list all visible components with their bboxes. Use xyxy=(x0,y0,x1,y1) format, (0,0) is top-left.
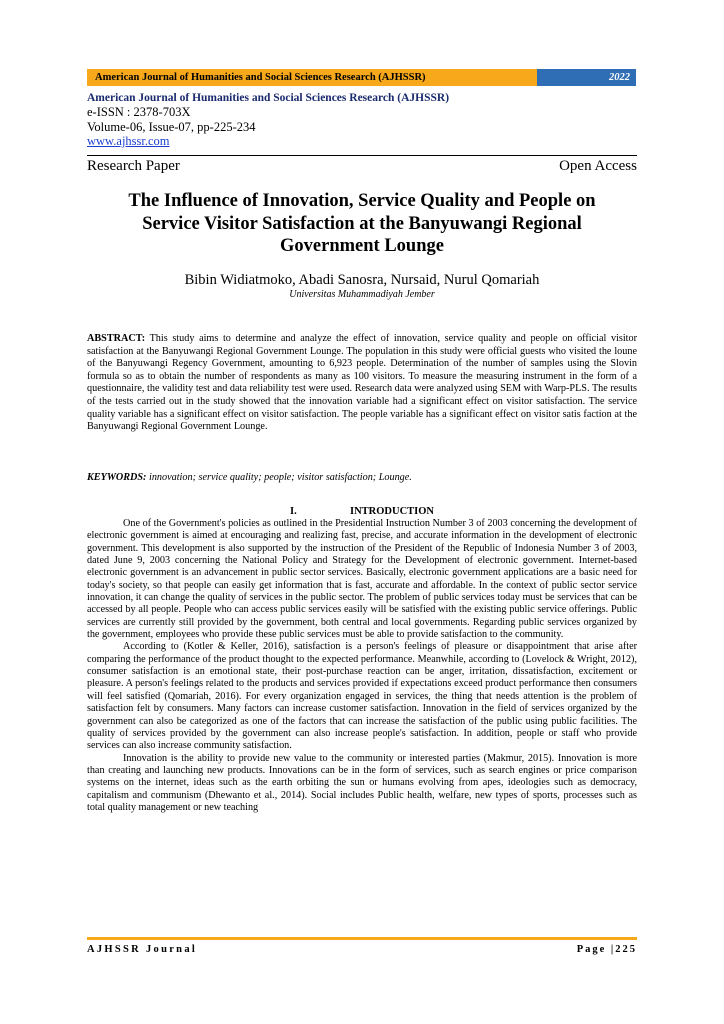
abstract-text: This study aims to determine and analyze the effect of innovation, service quality and people on official visitor satisfaction at the Banyuwangi Regional Government Lounge. The population in this study were official guests who visited the loune of the Banyuwangi Regency Government, amounting to 6,923 people. Determination of the number of samples using the Slovin formula so as to obtain the number of respondents as many as 100 visitors. To measure the measuring instrument in the form of a questionnaire, the validity test and data reliability test were used. Research data were analyzed using SEM with Warp-PLS. The results of the tests carried out in the study showed that the innovation variable had a significant effect on visitor satisfaction. The service quality variable has a significant effect on visitor satisfaction. The people variable has a significant effect on visitor satis faction at the Banyuwangi Regional Government Lounge. xyxy=(87,333,637,433)
affiliation: Universitas Muhammadiyah Jember xyxy=(289,289,435,300)
paper-title: The Influence of Innovation, Service Quality and People on Service Visitor Satisfaction at the Banyuwangi Regional Government Lounge xyxy=(128,191,596,256)
paper-type-row xyxy=(87,155,637,175)
paper-type-label: Research Paper xyxy=(87,158,180,174)
open-access-label: Open Access xyxy=(559,158,637,174)
keywords xyxy=(87,472,637,485)
paragraph: Innovation is the ability to provide new value to the community or interested parties (Makmur, 2015). Innovation is more than creating and launching new products. Innovations can be in the form of services, such as search engines or price comparison systems on the internet, ideas such as the earth orbiting the sun or humans evolving from apes, ideologies such as democracy, capitalism and communism (Dhewanto et al., 2014). Social includes Public health, welfare, new types of sports, processes such as total quality management or new teaching xyxy=(87,752,637,813)
paragraph: According to (Kotler & Keller, 2016), satisfaction is a person's feelings of pleasure or disappointment that arise after comparing the performance of the product thought to the expected performance. Meanwhile, according to (Lovelock & Wright, 2012), consumer satisfaction is an emotional state, their post-purchase reaction can be anger, irritation, dissatisfaction, excitement or pleasure. A person's feelings related to the products and services provided if expectations exceed product performance then consumers will feel satisfied (Qomariah, 2016). For every organization engaged in services, the thing that needs attention is the problem of satisfaction felt by consumers. Many factors can increase customer satisfaction. Innovation in the field of services organized by the government can also be categorized as one of the factors that can increase the satisfaction of the public using public facilities. The quality of services provided by the government can also increase people's satisfaction. In addition, people or staff who provide services can also increase community satisfaction. xyxy=(87,641,637,752)
journal-url-link[interactable]: www.ajhssr.com xyxy=(87,134,170,148)
eissn: e-ISSN : 2378-703X xyxy=(87,105,191,119)
footer-journal: AJHSSR Journal xyxy=(87,944,198,955)
keywords-text: innovation; service quality; people; visitor satisfaction; Lounge. xyxy=(146,472,412,483)
volume-info: Volume-06, Issue-07, pp-225-234 xyxy=(87,119,256,134)
section-title: INTRODUCTION xyxy=(349,506,434,517)
header-year: 2022 xyxy=(537,69,636,86)
abstract-label: ABSTRACT: xyxy=(87,333,146,344)
authors: Bibin Widiatmoko, Abadi Sanosra, Nursaid, Nurul Qomariah xyxy=(184,272,540,288)
journal-meta xyxy=(87,91,637,149)
page-footer xyxy=(87,944,637,955)
paragraph: One of the Government's policies as outlined in the Presidential Instruction Number 3 of 2003 concerning the development of electronic government is aimed at encouraging and realizing fast, precise, and accurate information in the development of electronic government. This development is also supported by the instruction of the President of the Republic of Indonesia Number 3 of 2003, dated June 9, 2003 concerning the National Policy and Strategy for the Development of electronic government. Internet-based electronic government is an advancement in public sector services. Basically, electronic government applications are a basic need for today's society, so that people can easily get information that is fast, accurate and affordable. In the context of public sector service innovation, it can change the quality of services in the public sector. The problem of public services today must be services that can be accessed by all people. People who can access public services easily will be satisfied with the existing public service offerings. Public services are currently still provided by the government, both central and local governments. Regarding public services organized by the government, employees who provide these public services must be able to provide satisfaction to the community. xyxy=(87,518,637,641)
abstract xyxy=(87,333,637,434)
body-text xyxy=(87,518,637,814)
keywords-label: KEYWORDS: xyxy=(87,472,147,483)
header-journal-name: American Journal of Humanities and Social Sciences Research (AJHSSR) xyxy=(87,69,537,86)
page-number: Page |225 xyxy=(576,944,637,955)
section-number: I. xyxy=(289,506,297,517)
footer-divider xyxy=(87,937,637,940)
journal-header-bar xyxy=(87,69,636,86)
section-heading xyxy=(87,505,637,518)
journal-name: American Journal of Humanities and Social Sciences Research (AJHSSR) xyxy=(87,92,450,104)
